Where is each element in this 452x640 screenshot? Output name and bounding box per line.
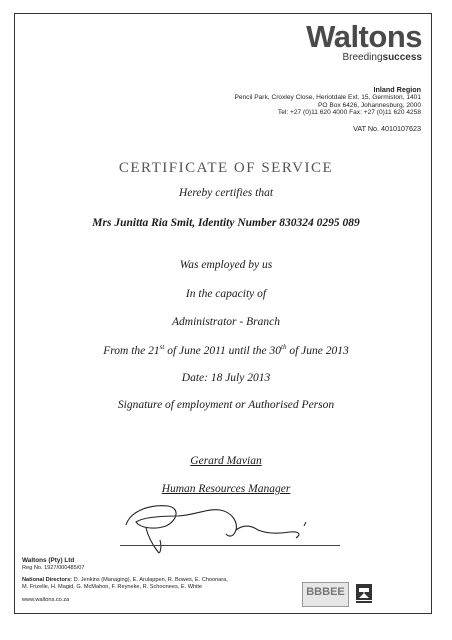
directors-label: National Directors: xyxy=(22,577,73,583)
signature-line xyxy=(120,545,340,546)
period-ordinal-2: th xyxy=(281,343,287,351)
logo-wordmark: Waltons xyxy=(306,19,422,54)
company-address xyxy=(234,86,421,117)
employment-period xyxy=(0,343,452,357)
address-line-2: PO Box 6426, Johannesburg, 2000 xyxy=(317,101,421,109)
job-role: Administrator - Branch xyxy=(172,316,280,328)
waltons-logo xyxy=(306,19,422,63)
region-name: Inland Region xyxy=(373,85,421,94)
employee-details: Mrs Junitta Ria Smit, Identity Number 830324 0295 089 xyxy=(92,217,360,229)
period-middle: of June 2011 until the 30 xyxy=(164,344,282,357)
signatory-title: Human Resources Manager xyxy=(161,483,291,495)
tagline-light: Breeding xyxy=(342,52,383,63)
handwritten-signature xyxy=(118,500,348,560)
footer-directors-1 xyxy=(22,577,228,583)
footer-company: Waltons (Pty) Ltd xyxy=(22,557,75,564)
footer-directors-2: M. Frizelle, H. Magid, G. McMahon, F. Reyneke, R. Schoonees, E. White xyxy=(22,584,202,590)
vat-number: VAT No. 4010107623 xyxy=(353,124,421,133)
period-start: From the 21 xyxy=(103,344,160,357)
address-line-1: Pencil Park, Croxley Close, Heriotdale Ext. 15, Germiston, 1401 xyxy=(234,93,421,101)
directors-names-1: D. Jenkins (Managing), E. Arulappen, R. Bowes, E. Choonara, xyxy=(72,577,228,583)
capacity-text: In the capacity of xyxy=(185,288,267,300)
certifies-text: Hereby certifies that xyxy=(178,187,274,199)
signatory-name: Gerard Mavian xyxy=(190,455,262,467)
employed-text: Was employed by us xyxy=(179,259,273,271)
contact-line: Tel: +27 (0)11 620 4000 Fax: +27 (0)11 620 4258 xyxy=(277,109,421,117)
period-ordinal-1: st xyxy=(159,343,165,351)
bee-badge-text: BBBEE xyxy=(306,586,345,598)
tagline-bold: success xyxy=(382,52,422,63)
period-end: of June 2013 xyxy=(286,344,349,357)
issue-date: Date: 18 July 2013 xyxy=(181,372,271,384)
certificate-title: CERTIFICATE OF SERVICE xyxy=(118,160,334,176)
footer-reg-number: Reg No. 1927/000485/07 xyxy=(22,565,85,571)
footer-website: www.waltons.co.za xyxy=(22,597,70,603)
bbbee-badge xyxy=(302,582,349,607)
proudly-sa-icon xyxy=(354,580,374,606)
signature-label: Signature of employment or Authorised Person xyxy=(117,399,335,411)
